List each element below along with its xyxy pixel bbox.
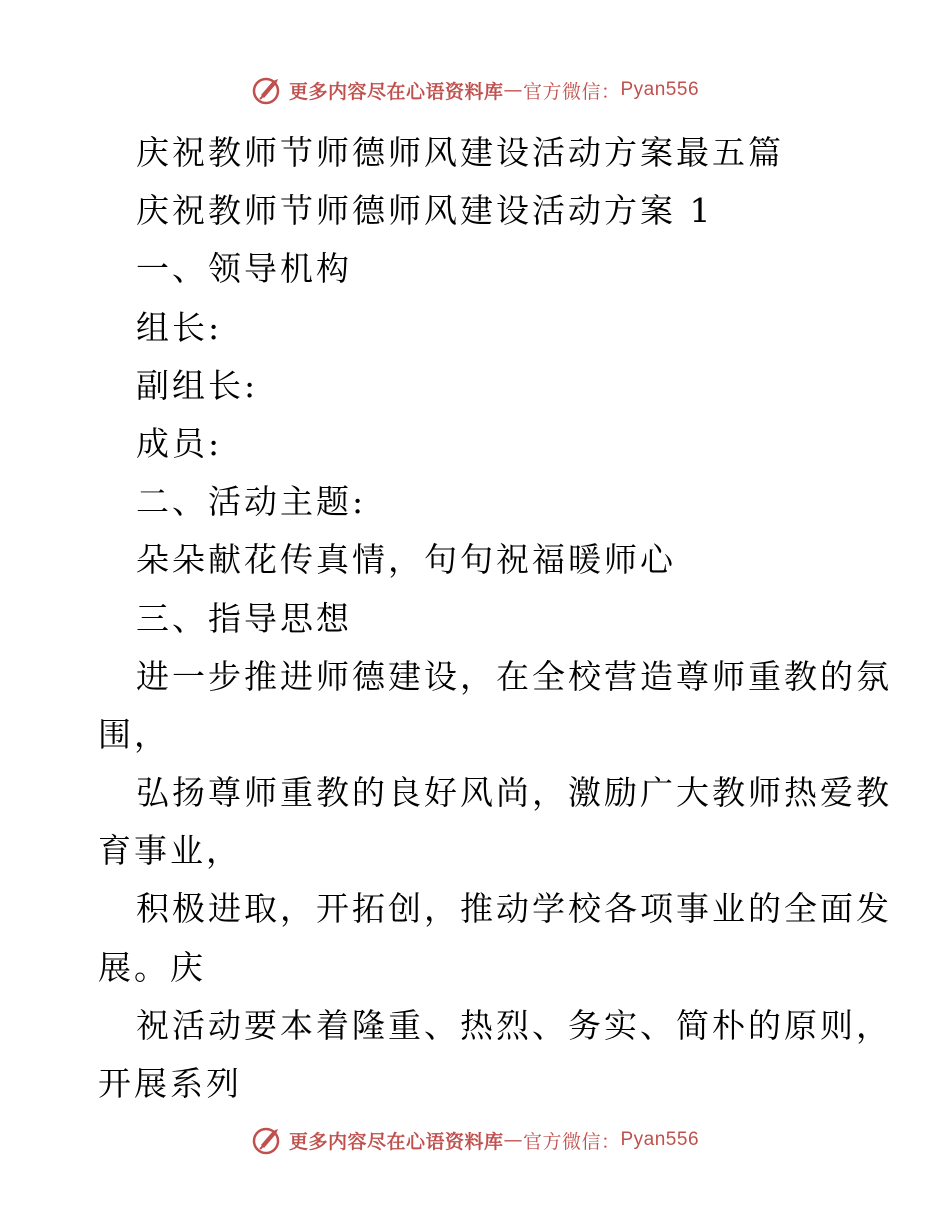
paragraph-line: 成员: — [136, 423, 223, 463]
paragraph-line: 积极进取，开拓创，推动学校各项事业的全面发 — [136, 889, 892, 929]
banner-dash: — — [503, 1129, 523, 1151]
paragraph-line: 进一步推进师德建设，在全校营造尊师重教的氛 — [136, 656, 892, 696]
paragraph-line: 围， — [98, 714, 170, 754]
document-body — [0, 124, 950, 1113]
pen-logo-icon — [251, 73, 285, 107]
pen-logo-icon — [251, 1123, 285, 1157]
section-heading: 一、领导机构 — [136, 249, 352, 289]
banner-wechat-id: Pyan556 — [620, 1129, 700, 1150]
paragraph-line: 祝活动要本着隆重、热烈、务实、简朴的原则， — [136, 1005, 892, 1045]
banner-sub-text: 官方微信： — [522, 1130, 621, 1153]
footer-banner — [0, 1120, 950, 1160]
banner-wechat-id: Pyan556 — [620, 79, 700, 100]
banner-main-text: 更多内容尽在心语资料库 — [288, 1130, 504, 1153]
header-banner — [0, 70, 950, 110]
paragraph-line: 朵朵献花传真情，句句祝福暖师心 — [136, 540, 676, 580]
banner-sub-text: 官方微信： — [522, 80, 621, 103]
banner-dash: — — [503, 79, 523, 101]
paragraph-line: 开展系列 — [98, 1064, 242, 1103]
banner-main-text: 更多内容尽在心语资料库 — [288, 80, 504, 103]
paragraph-line: 育事业， — [98, 831, 242, 871]
section-heading: 二、活动主题: — [136, 482, 367, 522]
paragraph-line: 组长: — [136, 307, 223, 347]
document-title: 庆祝教师节师德师风建设活动方案最五篇 — [136, 133, 784, 172]
paragraph-line: 展。庆 — [98, 947, 206, 987]
document-subtitle: 庆祝教师节师德师风建设活动方案 1 — [136, 191, 714, 231]
section-heading: 三、指导思想 — [136, 598, 352, 638]
paragraph-line: 弘扬尊师重教的良好风尚，激励广大教师热爱教 — [136, 773, 892, 813]
paragraph-line: 副组长: — [136, 365, 259, 405]
